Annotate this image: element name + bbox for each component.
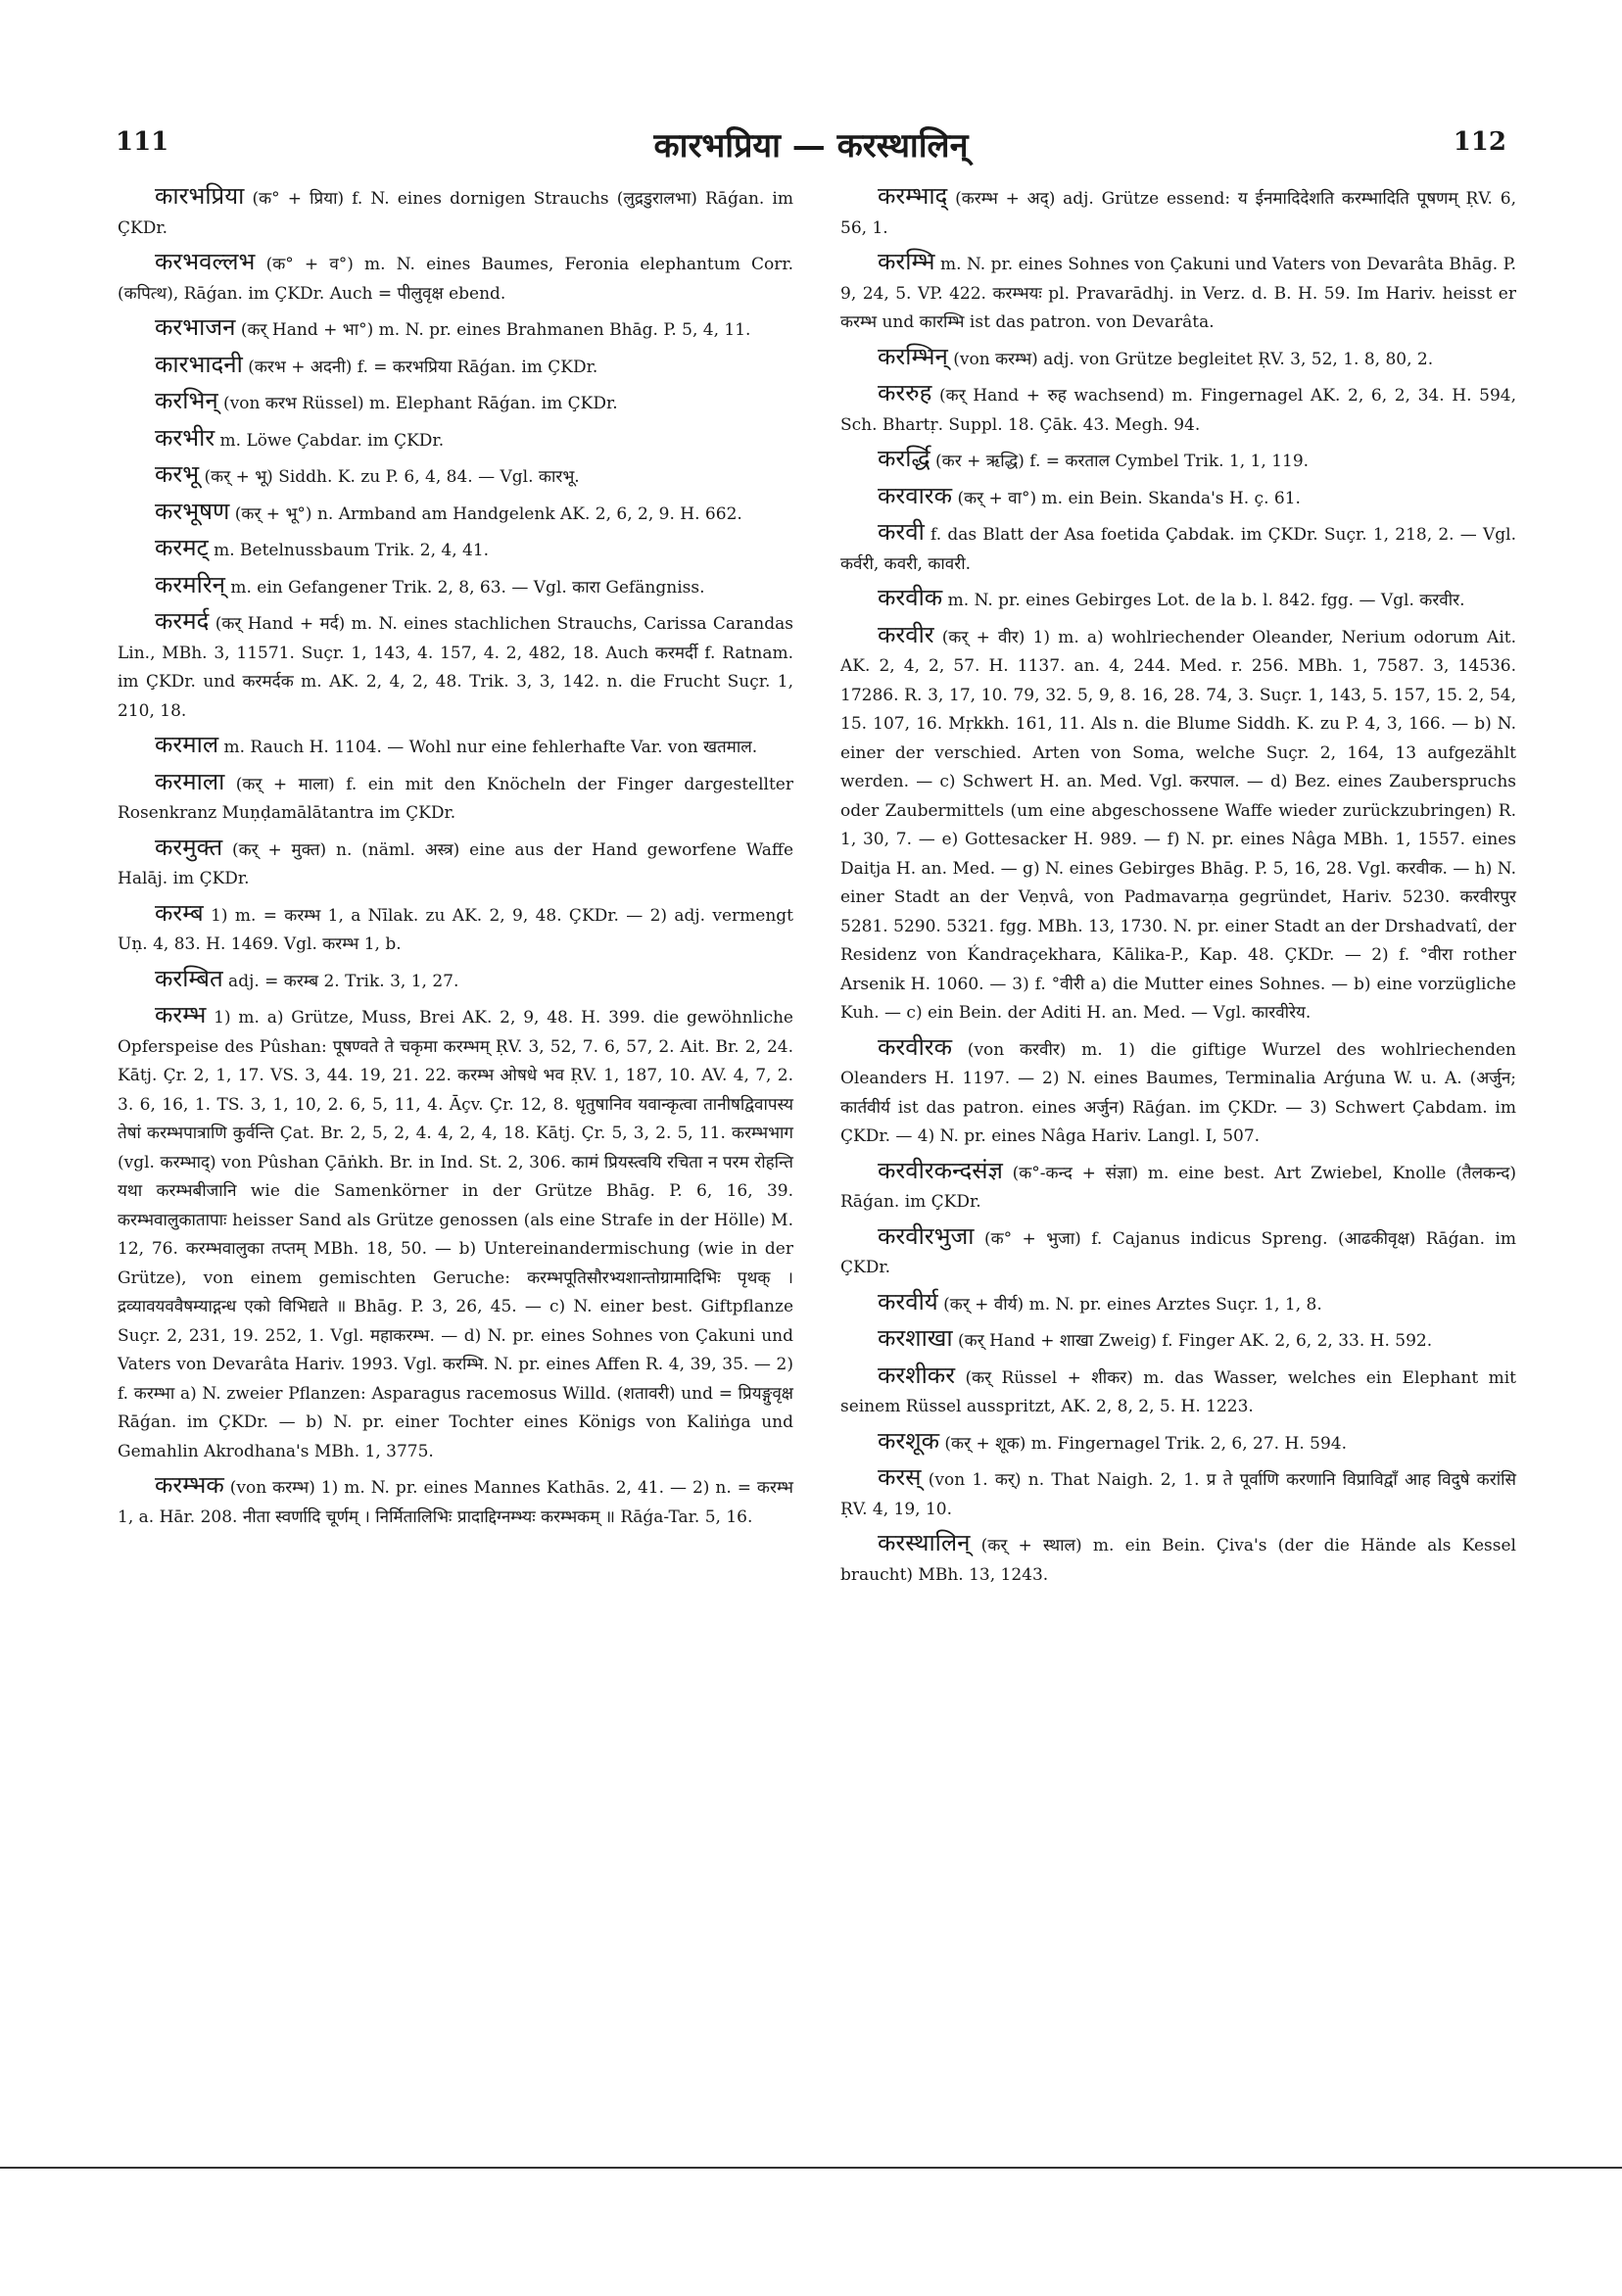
entry-body: (कर् + वीर्य) m. N. pr. eines Arztes Suçr. 1, 1, 8. (937, 1294, 1322, 1315)
entry-headword: करम्भि (878, 248, 935, 275)
dictionary-entry (118, 351, 793, 383)
entry-body: m. Rauch H. 1104. — Wohl nur eine fehlerhafte Var. von खतमाल. (218, 738, 758, 757)
entry-body: (कर् Hand + शाखा Zweig) f. Finger AK. 2, 6, 2, 33. H. 592. (952, 1331, 1433, 1351)
dictionary-entry (118, 1001, 793, 1466)
entry-headword: करभाजन (155, 313, 236, 341)
entry-headword: करशाखा (878, 1324, 953, 1352)
entry-headword: कारभादनी (155, 350, 243, 378)
dictionary-entry (840, 621, 1516, 1028)
entry-headword: करवीक (878, 584, 943, 611)
entry-body: (कर् Hand + भा°) m. N. pr. eines Brahmanen Bhāg. P. 5, 4, 11. (235, 320, 751, 340)
entry-body: 1) m. a) Grütze, Muss, Brei AK. 2, 9, 48. H. 399. die gewöhnliche Opferspeise des Pûshan: पूषण्वते ते चकृमा करम्भम् ṚV. 3, 52, 7. 6, 57, 2. Ait. Br. 2, 24. Kātj. Çr. 2, 1, 17. VS. 3, 44. 19, 21. 22. करम्भ ओषधे भव ṚV. 1, 187, 10. AV. 4, 7, 2. 3. 6, 16, 1. TS. 3, 1, 10, 2. 6, 5, 11, 4. Āçv. Çr. 12, 8. धृतुषानिव यवान्कृत्वा तानीषद्विवापस्य तेषां करम्भपात्राणि कुर्वन्ति Çat. Br. 2, 5, 2, 4. 4, 2, 4, 18. Kātj. Çr. 5, 3, 2. 5, 11. करम्भभाग (vgl. करम्भाद्) von Pûshan Çāṅkh. Br. in Ind. St. 2, 306. कामं प्रियस्त्वयि रचिता न परम रोहन्ति यथा करम्भबीजानि wie die Samenkörner in der Grütze Bhāg. P. 6, 16, 39. करम्भवालुकातापाः heisser Sand als Grütze genossen (als eine Strafe in der Hölle) M. 12, 76. करम्भवालुका तप्तम् MBh. 18, 50. — b) Untereinandermischung (wie in der Grütze), von einem gemischten Geruche: करम्भपूतिसौरभ्यशान्तोग्रामादिभिः पृथक् । द्रव्यावयववैषम्याद्गन्ध एको विभिद्यते ॥ Bhāg. P. 3, 26, 45. — c) N. einer best. Giftpflanze Suçr. 2, 231, 19. 252, 1. Vgl. महाकरम्भ. — d) N. pr. eines Sohnes von Çakuni und Vaters von Devarâta Hariv. 1993. Vgl. करम्भि. N. pr. eines Affen R. 4, 39, 35. — 2) f. करम्भा a) N. zweier Pflanzen: Asparagus racemosus Willd. (शतावरी) und = प्रियङ्गुवृक्ष Rāǵan. im ÇKDr. — b) N. pr. einer Tochter eines Königs von Kaliṅga und Gemahlin Akrodhana's MBh. 1, 3775. (118, 1008, 793, 1461)
dictionary-entry (118, 607, 793, 726)
entry-headword: करभवल्लभ (155, 248, 256, 275)
entry-body: (करम्भ + अद्) adj. Grütze essend: य ईनमादिदेशति करम्भादिति पूषणम् ṚV. 6, 56, 1. (840, 189, 1516, 238)
entry-body: (कर् + वा°) m. ein Bein. Skanda's H. ç. 61. (952, 488, 1301, 508)
dictionary-entry (840, 1427, 1516, 1459)
entry-body: (कर् + शूक) m. Fingernagel Trik. 2, 6, 27. H. 594. (939, 1433, 1347, 1454)
entry-headword: करभिन् (155, 387, 218, 414)
dictionary-entry (840, 1288, 1516, 1320)
entry-headword: करवारक (878, 481, 953, 509)
dictionary-entry (118, 313, 793, 346)
dictionary-entry (118, 534, 793, 566)
entry-body: adj. = करम्ब 2. Trik. 3, 1, 27. (222, 971, 459, 991)
dictionary-entry (118, 1471, 793, 1532)
entry-body: (von करम्भ) adj. von Grütze begleitet ṚV. 3, 52, 1. 8, 80, 2. (947, 349, 1434, 369)
entry-headword: करर्द्धि (878, 445, 930, 472)
entry-body: f. das Blatt der Asa foetida Çabdak. im ÇKDr. Suçr. 1, 218, 2. — Vgl. कर्वरी, कवरी, कावरी. (840, 525, 1516, 574)
entry-body: (कर् + भू) Siddh. K. zu P. 6, 4, 84. — Vgl. कारभू. (199, 467, 580, 487)
dictionary-entry (118, 834, 793, 894)
entry-body: (क° + भुजा) f. Cajanus indicus Spreng. (आढकीवृक्ष) Rāǵan. im ÇKDr. (840, 1228, 1516, 1277)
entry-headword: करमरिन् (155, 570, 225, 598)
entry-body: (von करवीर) m. 1) die giftige Wurzel des wohlriechenden Oleanders H. 1197. — 2) N. eines Baumes, Terminalia Arǵuna W. u. A. (अर्जुन; कार्तवीर्य ist das patron. eines अर्जुन) Rāǵan. im ÇKDr. — 3) Schwert Çabdam. im ÇKDr. — 4) N. pr. eines Nâga Hariv. Langl. I, 507. (840, 1039, 1516, 1146)
entry-body: m. N. pr. eines Sohnes von Çakuni und Vaters von Devarâta Bhāg. P. 9, 24, 5. VP. 422. करम्भयः pl. Pravarādhj. in Verz. d. B. H. 59. Im Hariv. heisst er करम्भ und कारम्भि ist das patron. von Devarâta. (840, 255, 1516, 332)
entry-headword: करम्भाद् (878, 182, 948, 210)
entry-body: (von करभ Rüssel) m. Elephant Rāǵan. im ÇKDr. (217, 394, 618, 413)
dictionary-entry (118, 768, 793, 829)
page-number-right: 112 (1453, 127, 1506, 157)
dictionary-entry (118, 899, 793, 960)
dictionary-entry (840, 1157, 1516, 1218)
left-column (118, 182, 793, 1537)
running-head: कारभप्रिया — करस्थालिन् (653, 126, 969, 166)
entry-body: (कर् + माला) f. ein mit den Knöcheln der Finger dargestellter Rosenkranz Muṇḍamālātantra im ÇKDr. (118, 774, 793, 823)
entry-body: m. Löwe Çabdar. im ÇKDr. (215, 430, 445, 451)
entry-body: m. N. pr. eines Gebirges Lot. de la b. l. 842. fgg. — Vgl. करवीर. (942, 591, 1465, 610)
entry-headword: करवी (878, 518, 925, 546)
dictionary-entry (840, 518, 1516, 579)
dictionary-entry (118, 965, 793, 997)
dictionary-entry (840, 379, 1516, 440)
entry-body: (von 1. कर्) n. That Naigh. 2, 1. प्र ते पूर्वाणि करणानि विप्राविद्वाँ आह विदुषे करांसि ṚV. 4, 19, 10. (840, 1470, 1516, 1519)
dictionary-entry (118, 248, 793, 309)
entry-headword: करवीर (878, 620, 934, 648)
entry-headword: करशूक (878, 1426, 939, 1455)
dictionary-entry (840, 1324, 1516, 1357)
entry-headword: करम्ब (155, 898, 204, 927)
entry-headword: करवीरकन्दसंज्ञ (878, 1156, 1003, 1184)
entry-body: (कर् + वीर) 1) m. a) wohlriechender Oleander, Nerium odorum Ait. AK. 2, 4, 2, 57. H. 1137. an. 4, 244. Med. r. 256. MBh. 1, 7587. 3, 14536. 17286. R. 3, 17, 10. 79, 32. 5, 9, 8. 16, 28. 74, 3. Suçr. 1, 143, 5. 157, 15. 2, 54, 15. 107, 16. Mṛkkh. 161, 11. Als n. die Blume Siddh. K. zu P. 4, 3, 166. — b) N. einer der verschied. Arten von Soma, welche Suçr. 2, 164, 13 aufgezählt werden. — c) Schwert H. an. Med. Vgl. करपाल. — d) Bez. eines Zauberspruchs oder Zaubermittels (um eine abgeschossene Waffe wieder zurückzubringen) R. 1, 30, 7. — e) Gottesacker H. 989. — f) N. pr. eines Nâga MBh. 1, 1557. eines Daitja H. an. Med. — g) N. eines Gebirges Bhāg. P. 5, 16, 28. Vgl. करवीक. — h) N. einer Stadt an der Veṇvâ, von Padmavarṇa gegründet, Hariv. 5230. करवीरपुर 5281. 5290. 5321. fgg. MBh. 13, 1730. N. pr. einer Stadt an der Drshadvatî, der Residenz von Ḱandraçekhara, Kālika-P., Kap. 48. ÇKDr. — 2) f. °वीरा rother Arsenik H. 1060. — 3) f. °वीरी a) die Mutter eines Sohnes. — b) eine vorzügliche Kuh. — c) ein Bein. der Aditi H. an. Med. — Vgl. कारवीरेय. (840, 627, 1516, 1023)
entry-headword: करस् (878, 1463, 922, 1491)
dictionary-entry (840, 584, 1516, 616)
entry-body: m. ein Gefangener Trik. 2, 8, 63. — Vgl. कारा Gefängniss. (224, 577, 705, 598)
entry-body: (कर् + स्थाल) m. ein Bein. Çiva's (der die Hände als Kessel braucht) MBh. 13, 1243. (840, 1536, 1516, 1585)
dictionary-entry (840, 343, 1516, 375)
page-number-left: 111 (116, 127, 169, 157)
right-column (840, 182, 1516, 1595)
entry-headword: करभूषण (155, 497, 230, 525)
dictionary-entry (840, 1033, 1516, 1152)
entry-headword: करभीर (155, 423, 215, 452)
dictionary-entry (118, 387, 793, 419)
entry-body: (कर् Hand + रुह wachsend) m. Fingernagel AK. 2, 6, 2, 34. H. 594, Sch. Bhartṛ. Suppl. 18. Çāk. 43. Megh. 94. (840, 386, 1516, 435)
dictionary-entry (840, 482, 1516, 514)
entry-body: (von करम्भ) 1) m. N. pr. eines Mannes Kathās. 2, 41. — 2) n. = करम्भ 1, a. Hār. 208. नीता स्वर्णादि चूर्णम् । निर्मितालिभिः प्रादाद्दिग्नम्भ्यः करम्भकम् ॥ Rāǵa-Tar. 5, 16. (118, 1478, 793, 1527)
dictionary-entry (118, 460, 793, 493)
entry-body: (कर् Rüssel + शीकर) m. das Wasser, welches ein Elephant mit seinem Rüssel ausspritzt, AK. 2, 8, 2, 5. H. 1223. (840, 1367, 1516, 1416)
page-header (116, 116, 1506, 174)
entry-headword: करम्भक (155, 1471, 224, 1499)
dictionary-entry (840, 248, 1516, 338)
entry-headword: करस्थालिन् (878, 1529, 971, 1556)
entry-headword: कररुह (878, 379, 932, 407)
entry-body: (क° + व°) m. N. eines Baumes, Feronia elephantum Corr. (कपित्थ), Rāǵan. im ÇKDr. Auch = पीलुवृक्ष ebend. (118, 255, 793, 304)
dictionary-entry (118, 424, 793, 456)
entry-body: m. Betelnussbaum Trik. 2, 4, 41. (208, 541, 490, 560)
entry-headword: करम्भ (155, 1001, 207, 1028)
entry-headword: करमुक्त (155, 833, 223, 861)
dictionary-entry (118, 182, 793, 243)
dictionary-entry (118, 571, 793, 603)
entry-body: (कर् Hand + मर्द) m. N. eines stachlichen Strauchs, Carissa Carandas Lin., MBh. 3, 11571. Suçr. 1, 143, 4. 157, 4. 2, 482, 18. Auch करमर्दी f. Ratnam. im ÇKDr. und करमर्दक m. AK. 2, 4, 2, 48. Trik. 3, 3, 142. n. die Frucht Suçr. 1, 210, 18. (118, 614, 793, 721)
entry-headword: करमर्द (155, 607, 210, 635)
entry-body: (कर + ऋद्धि) f. = करताल Cymbel Trik. 1, 1, 119. (930, 452, 1310, 471)
entry-headword: कारभप्रिया (155, 182, 245, 210)
entry-headword: करमट् (155, 534, 209, 561)
entry-body: (करभ + अदनी) f. = करभप्रिया Rāǵan. im ÇKDr. (242, 357, 598, 377)
entry-headword: करम्भिन् (878, 342, 948, 370)
entry-body: (क° + प्रिया) f. N. eines dornigen Strauchs (लुद्रडुरालभा) Rāǵan. im ÇKDr. (118, 189, 793, 238)
entry-body: 1) m. = करम्भ 1, a Nīlak. zu AK. 2, 9, 48. ÇKDr. — 2) adj. vermengt Uṇ. 4, 83. H. 1469. Vgl. करम्भ 1, b. (118, 905, 793, 954)
entry-headword: करमाला (155, 767, 225, 795)
entry-body: (क°-कन्द + संज्ञा) m. eine best. Art Zwiebel, Knolle (तैलकन्द) Rāǵan. im ÇKDr. (840, 1163, 1516, 1212)
entry-headword: करशीकर (878, 1361, 956, 1389)
dictionary-entry (840, 1529, 1516, 1590)
bottom-rule (0, 2167, 1622, 2169)
dictionary-entry (840, 1362, 1516, 1422)
dictionary-entry (840, 1222, 1516, 1283)
dictionary-entry (840, 445, 1516, 477)
dictionary-entry (840, 1463, 1516, 1524)
entry-headword: करम्बित (155, 964, 223, 992)
entry-headword: करमाल (155, 731, 219, 758)
entry-headword: करभू (155, 460, 200, 488)
dictionary-entry (840, 182, 1516, 243)
dictionary-entry (118, 731, 793, 763)
entry-headword: करवीरभुजा (878, 1221, 975, 1250)
entry-body: (कर् + भू°) n. Armband am Handgelenk AK. 2, 6, 2, 9. H. 662. (229, 503, 742, 524)
entry-body: (कर् + मुक्त) n. (näml. अस्त्र) eine aus der Hand geworfene Waffe Halāj. im ÇKDr. (118, 839, 793, 888)
entry-headword: करवीर्य (878, 1287, 938, 1315)
dictionary-entry (118, 498, 793, 530)
entry-headword: करवीरक (878, 1032, 953, 1061)
